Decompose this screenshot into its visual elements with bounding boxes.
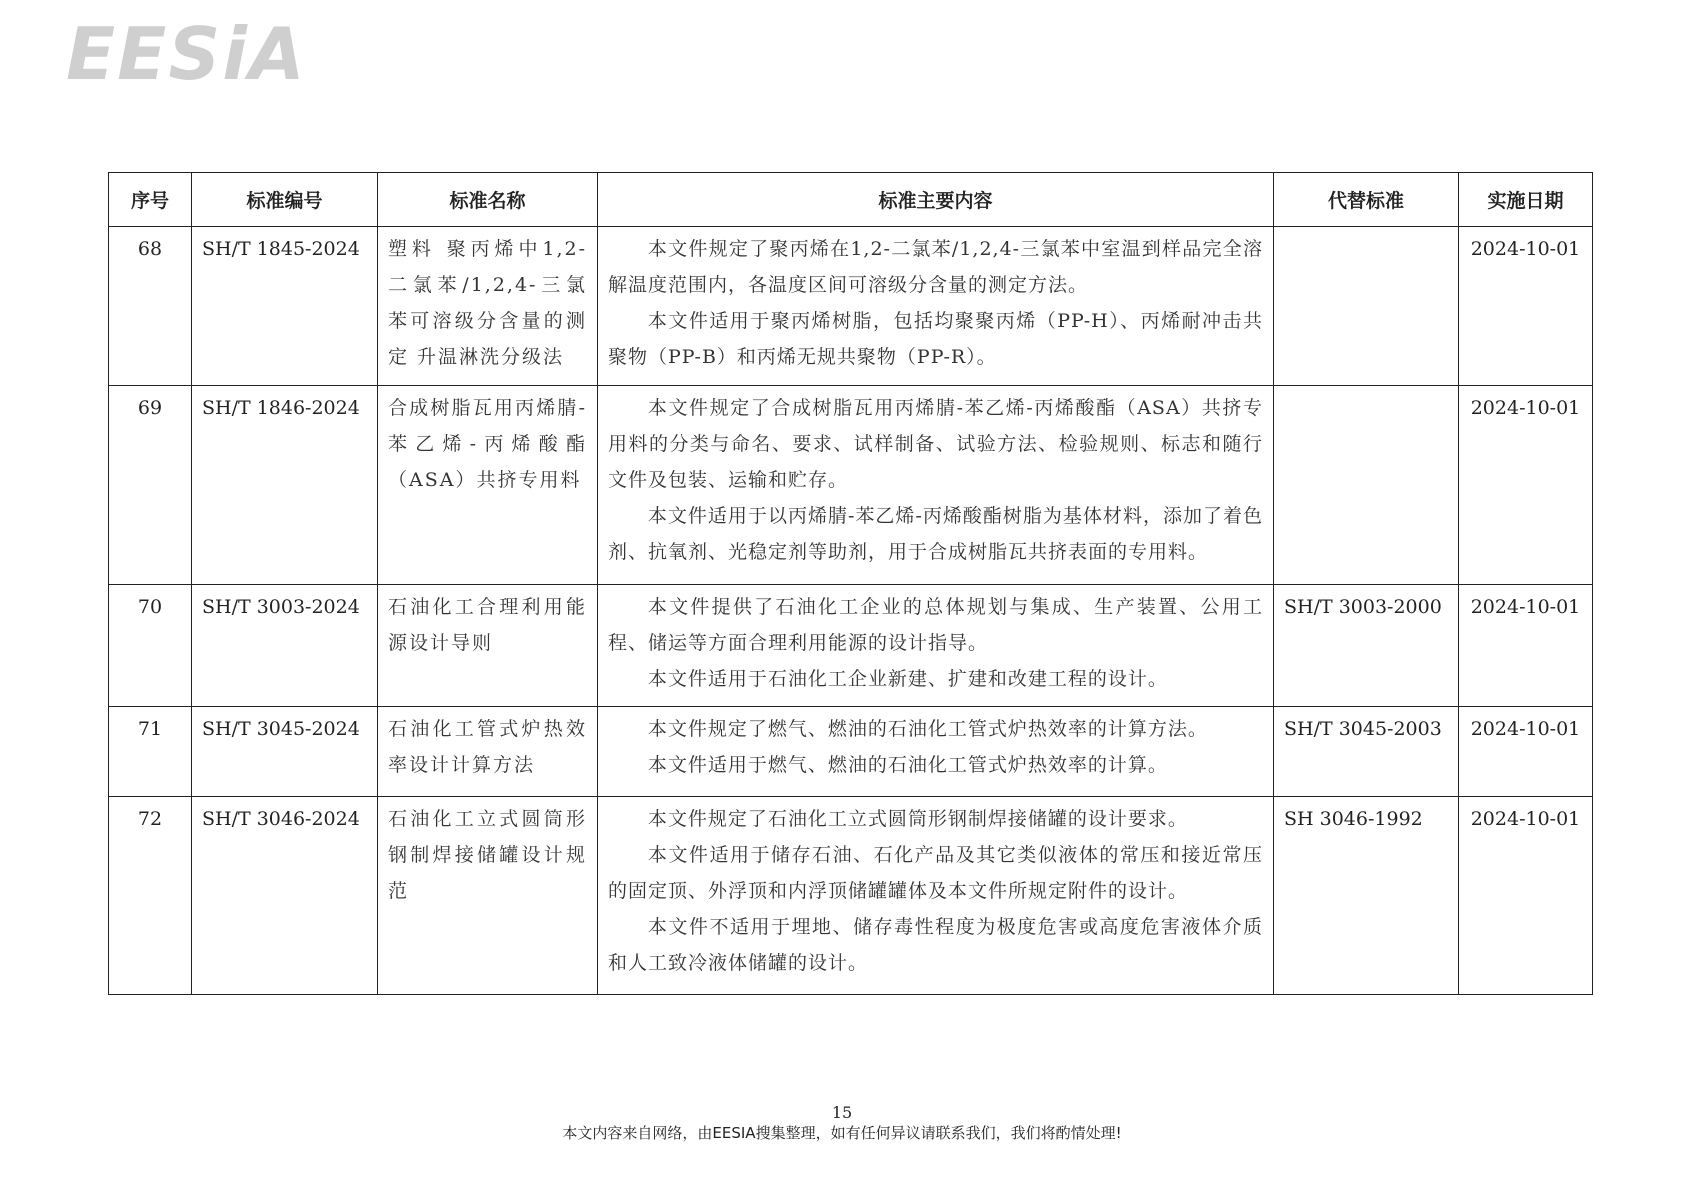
header-replaces: 代替标准: [1274, 173, 1459, 227]
eesia-logo: EESiA: [66, 12, 307, 96]
table-header-row: [109, 173, 1593, 227]
row-code: SH/T 3045-2024: [192, 707, 378, 797]
row-date: 2024-10-01: [1459, 707, 1593, 797]
content-paragraph: 本文件规定了石油化工立式圆筒形钢制焊接储罐的设计要求。: [647, 808, 1188, 830]
row-content: [598, 707, 1274, 797]
content-paragraph: 本文件不适用于埋地、储存毒性程度为极度危害或高度危害液体介质和人工致冷液体储罐的设计。: [608, 916, 1263, 974]
row-code: SH/T 3003-2024: [192, 585, 378, 707]
row-date: 2024-10-01: [1459, 227, 1593, 386]
row-no: 70: [109, 585, 192, 707]
standards-table: [108, 172, 1593, 995]
row-content: [598, 227, 1274, 386]
content-paragraph: 本文件规定了燃气、燃油的石油化工管式炉热效率的计算方法。: [647, 718, 1208, 740]
row-replaces: SH 3046-1992: [1274, 797, 1459, 995]
header-date: 实施日期: [1459, 173, 1593, 227]
table-row: [109, 797, 1593, 995]
table-row: [109, 227, 1593, 386]
row-date: 2024-10-01: [1459, 797, 1593, 995]
row-name: 石油化工管式炉热效率设计计算方法: [378, 707, 598, 797]
row-replaces: [1274, 386, 1459, 585]
row-date: 2024-10-01: [1459, 386, 1593, 585]
table-row: [109, 707, 1593, 797]
row-name: 塑料 聚丙烯中1,2-二氯苯/1,2,4-三氯苯可溶级分含量的测定 升温淋洗分级法: [378, 227, 598, 386]
footer-note: 本文内容来自网络，由EESIA搜集整理，如有任何异议请联系我们，我们将酌情处理!: [562, 1124, 1122, 1142]
header-content: 标准主要内容: [598, 173, 1274, 227]
row-name: 石油化工立式圆筒形钢制焊接储罐设计规范: [378, 797, 598, 995]
content-paragraph: 本文件适用于石油化工企业新建、扩建和改建工程的设计。: [647, 668, 1168, 690]
row-code: SH/T 1846-2024: [192, 386, 378, 585]
row-replaces: [1274, 227, 1459, 386]
table-row: [109, 585, 1593, 707]
row-no: 71: [109, 707, 192, 797]
content-paragraph: 本文件提供了石油化工企业的总体规划与集成、生产装置、公用工程、储运等方面合理利用能源的设计指导。: [608, 596, 1263, 654]
row-name: 合成树脂瓦用丙烯腈-苯乙烯-丙烯酸酯（ASA）共挤专用料: [378, 386, 598, 585]
content-paragraph: 本文件规定了聚丙烯在1,2-二氯苯/1,2,4-三氯苯中室温到样品完全溶解温度范围内，各温度区间可溶级分含量的测定方法。: [608, 238, 1263, 296]
row-name: 石油化工合理利用能源设计导则: [378, 585, 598, 707]
row-replaces: SH/T 3003-2000: [1274, 585, 1459, 707]
content-paragraph: 本文件适用于以丙烯腈-苯乙烯-丙烯酸酯树脂为基体材料，添加了着色剂、抗氧剂、光稳定剂等助剂，用于合成树脂瓦共挤表面的专用料。: [608, 505, 1263, 563]
row-code: SH/T 1845-2024: [192, 227, 378, 386]
row-no: 68: [109, 227, 192, 386]
row-content: [598, 797, 1274, 995]
header-no: 序号: [109, 173, 192, 227]
table-row: [109, 386, 1593, 585]
row-no: 69: [109, 386, 192, 585]
header-name: 标准名称: [378, 173, 598, 227]
row-replaces: SH/T 3045-2003: [1274, 707, 1459, 797]
row-code: SH/T 3046-2024: [192, 797, 378, 995]
content-paragraph: 本文件适用于燃气、燃油的石油化工管式炉热效率的计算。: [647, 754, 1168, 776]
content-paragraph: 本文件适用于聚丙烯树脂，包括均聚聚丙烯（PP-H）、丙烯耐冲击共聚物（PP-B）和丙烯无规共聚物（PP-R）。: [608, 310, 1263, 368]
row-content: [598, 386, 1274, 585]
page-number: 15: [831, 1103, 853, 1122]
row-date: 2024-10-01: [1459, 585, 1593, 707]
content-paragraph: 本文件规定了合成树脂瓦用丙烯腈-苯乙烯-丙烯酸酯（ASA）共挤专用料的分类与命名、要求、试样制备、试验方法、检验规则、标志和随行文件及包装、运输和贮存。: [608, 397, 1263, 491]
header-code: 标准编号: [192, 173, 378, 227]
row-content: [598, 585, 1274, 707]
row-no: 72: [109, 797, 192, 995]
content-paragraph: 本文件适用于储存石油、石化产品及其它类似液体的常压和接近常压的固定顶、外浮顶和内浮顶储罐罐体及本文件所规定附件的设计。: [608, 844, 1263, 902]
